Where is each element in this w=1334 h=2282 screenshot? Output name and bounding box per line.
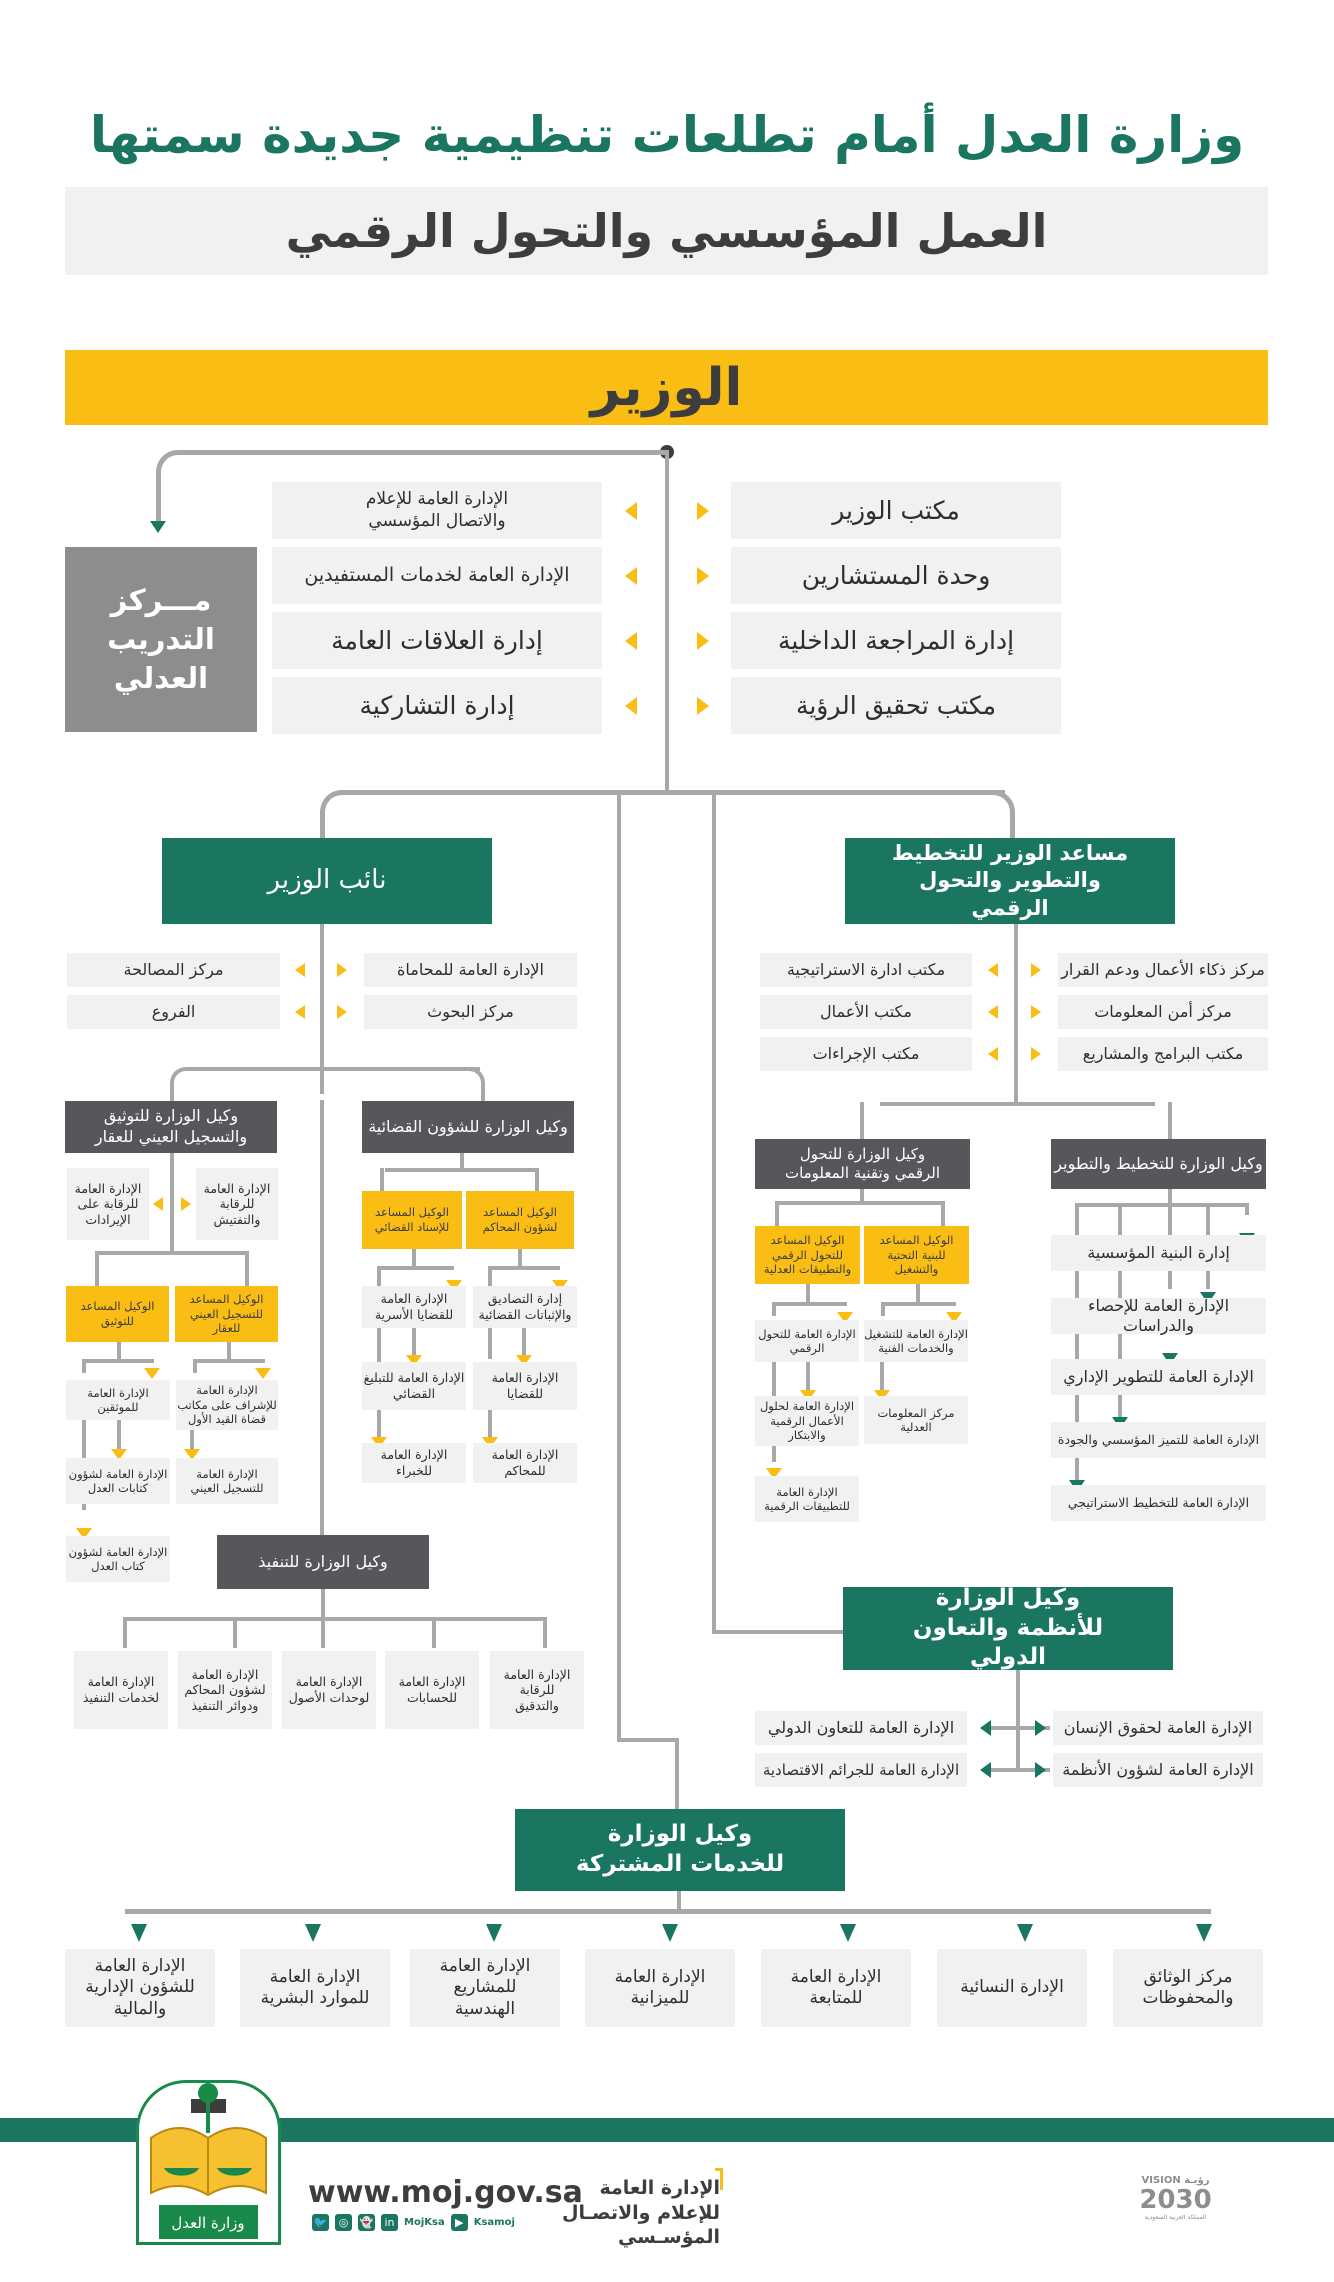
connector [412,1249,416,1267]
minister-unit: إدارة المراجعة الداخلية [731,612,1061,669]
connector [412,1327,416,1355]
connector [617,1738,677,1742]
arrow-right-icon [1031,963,1041,977]
regulations-unit: الإدارة العامة للجرائم الاقتصادية [755,1753,967,1787]
planning-unit: الإدارة العامة للتميز المؤسسي والجودة [1051,1422,1266,1458]
arrow-left-icon [980,1720,991,1736]
assistant-digital-apps-box: الوكيل المساعد للتحول الرقمي والتطبيقات العدلية [755,1226,860,1284]
deputy-unit: مركز المصالحة [67,953,280,987]
assistant-infrastructure-box: الوكيل المساعد للبنية التحتية والتشغيل [864,1226,969,1284]
planning-unit: إدارة البنية المؤسسية [1051,1235,1266,1271]
arrow-right-icon [181,1197,191,1211]
connector [117,1420,121,1452]
shared-services-unit: الإدارة العامة للمشاريع الهندسية [410,1949,560,2027]
enforcement-unit: الإدارة العامة لخدمات التنفيذ [74,1651,168,1729]
minister-box: الوزير [65,350,1268,425]
connector [340,790,1005,795]
arrow-right-icon [1035,1762,1046,1778]
shared-services-box: وكيل الوزارة للخدمات المشتركة [515,1809,845,1891]
digital-unit: مركز المعلومات العدلية [864,1396,968,1444]
connector [860,1102,864,1140]
connector [1016,1670,1020,1770]
connector [665,452,669,790]
judicial-unit: الإدارة العامة للقضايا الأسرية [362,1286,466,1328]
assistant-unit: مركز أمن المعلومات [1058,995,1268,1029]
connector [377,1327,381,1363]
training-center-label: مـــركز التدريب العدلي [107,582,215,696]
notary-unit: الإدارة العامة للإشراف على مكاتب قضاة القيد الأول [176,1380,278,1430]
logo-caption: وزارة العدل [171,2214,245,2232]
enforcement-unit: الإدارة العامة لشؤون المحاكم ودوائر التنفيذ [178,1651,272,1729]
vision-2030-logo [1133,2175,1218,2221]
connector [123,1617,127,1648]
connector [95,1251,245,1255]
page-title: وزارة العدل أمام تطلعات تنظيمية جديدة سمتها [89,106,1245,164]
arrow-down-icon [131,1924,147,1942]
judicial-unit: الإدارة العامة للمحاكم [473,1443,577,1483]
assistant-real-estate-box: الوكيل المساعد للتسجيل العيني للعقار [175,1286,278,1342]
connector [543,1617,547,1648]
connector [180,450,669,455]
arrow-left-icon [980,1762,991,1778]
connector [522,1327,526,1355]
enforcement-unit: الإدارة العامة لوحدات الأصول [282,1651,376,1729]
connector [377,1266,381,1286]
moj-emblem-icon [139,2083,278,2242]
connector [193,1359,265,1363]
connector [881,1302,956,1306]
connector [156,476,161,521]
regulations-unit: الإدارة العامة لحقوق الإنسان [1053,1711,1263,1745]
connector [617,790,621,1740]
assistant-unit: مكتب الإجراءات [760,1037,972,1071]
connector [535,1168,539,1191]
vision-label: VISION رؤيـة [1141,2175,1210,2186]
connector [806,1362,810,1392]
assistant-courts-box: الوكيل المساعد لشؤون المحاكم [466,1191,574,1249]
arrow-left-icon [988,963,998,977]
enforcement-box: وكيل الوزارة للتنفيذ [217,1535,429,1589]
connector [320,815,325,838]
minister-unit: الإدارة العامة للإعلام والاتصال المؤسسي [272,482,602,539]
shared-services-unit: الإدارة العامة للميزانية [585,1949,735,2027]
connector [227,1342,231,1360]
connector [320,1100,324,1535]
notary-unit: الإدارة العامة للتسجيل العيني [176,1458,278,1504]
connector [82,1359,86,1373]
deputy-unit: الإدارة العامة للمحاماة [364,953,577,987]
connector [1010,815,1015,838]
connector [245,1251,249,1286]
arrow-left-icon [988,1005,998,1019]
judicial-unit: الإدارة العامة للخبراء [362,1443,466,1483]
shared-services-unit: الإدارة العامة للشؤون الإدارية والمالية [65,1949,215,2027]
assistant-judicial-support-box: الوكيل المساعد للإسناد القضائي [362,1191,462,1249]
instagram-icon[interactable]: ◎ [335,2214,352,2231]
arrow-left-icon [988,1047,998,1061]
connector [193,1359,197,1373]
connector [432,1617,436,1648]
minister-unit: إدارة التشاركية [272,677,602,734]
notary-box: وكيل الوزارة للتوثيق والتسجيل العيني للعقار [65,1101,277,1153]
arrow-right-icon [1031,1047,1041,1061]
arrow-down-icon [1196,1924,1212,1942]
judicial-unit: الإدارة العامة للتبليغ القضائي [362,1362,466,1410]
digital-unit: الإدارة العامة للتطبيقات الرقمية [755,1476,859,1522]
arrow-right-icon [337,963,347,977]
connector [1168,1102,1172,1140]
social-handle[interactable]: MojKsa [404,2217,445,2228]
assistant-unit: مكتب الأعمال [760,995,972,1029]
connector [712,790,716,1632]
connector [385,1168,535,1172]
connector [82,1359,154,1363]
connector [806,1284,810,1303]
moj-logo [136,2080,281,2245]
arrow-down-icon [305,1924,321,1942]
arrow-down-icon [255,1368,271,1379]
youtube-icon[interactable]: ▶ [451,2214,468,2231]
connector [233,1617,237,1648]
connector [941,1201,945,1226]
judicial-unit: إدارة التصاديق والإثباتات القضائية [473,1286,577,1328]
connector [675,1738,679,1810]
connector [377,1266,454,1270]
notary-unit: الإدارة العامة لشؤون كتابات العدل [66,1458,170,1504]
regulations-unit: الإدارة العامة لشؤون الأنظمة [1053,1753,1263,1787]
connector [677,1891,681,1911]
connector [170,1067,195,1092]
arrow-right-icon [697,697,709,715]
connector [1245,1203,1249,1215]
arrow-right-icon [1031,1005,1041,1019]
shared-services-unit: الإدارة العامة للمتابعة [761,1949,911,2027]
vision-year: 2030 [1139,2185,1212,2215]
enforcement-unit: الإدارة العامة للرقابة والتدقيق [490,1651,584,1729]
shared-services-unit: مركز الوثائق والمحفوظات [1113,1949,1263,2027]
footer-department: الإدارة العامة للإعلام والاتصـال المؤسـسي [562,2177,720,2249]
notary-unit: الإدارة العامة للموثقين [66,1380,170,1420]
connector [880,1362,884,1392]
connector [775,1201,779,1226]
minister-unit: مكتب الوزير [731,482,1061,539]
connector [488,1266,560,1270]
assistant-notary-box: الوكيل المساعد للتوثيق [66,1286,169,1342]
planning-unit: الإدارة العامة للتخطيط الاستراتيجي [1051,1485,1266,1521]
arrow-down-icon [144,1368,160,1379]
digital-box: وكيل الوزارة للتحول الرقمي وتقنية المعلومات [755,1139,970,1189]
training-center-box [65,547,257,732]
vision-subtitle: المملكة العربية السعودية [1144,2214,1207,2221]
arrow-left-icon [295,963,305,977]
linkedin-icon[interactable]: in [381,2214,398,2231]
arrow-right-icon [337,1005,347,1019]
connector [772,1302,776,1316]
social-links [312,2214,515,2231]
arrow-down-icon [662,1924,678,1942]
minister-unit: وحدة المستشارين [731,547,1061,604]
connector [321,1617,325,1648]
planning-unit: الإدارة العامة للإحصاء والدراسات [1051,1298,1266,1334]
connector [190,1067,480,1071]
deputy-unit: الفروع [67,995,280,1029]
enforcement-unit: الإدارة العامة للحسابات [385,1651,479,1729]
shared-services-unit: الإدارة النسائية [937,1949,1087,2027]
website-link[interactable]: www.moj.gov.sa [308,2175,583,2210]
assistant-unit: مركز ذكاء الأعمال ودعم القرار [1058,953,1268,987]
social-handle[interactable]: Ksamoj [473,2217,515,2228]
arrow-left-icon [295,1005,305,1019]
regulations-box: وكيل الوزارة للأنظمة والتعاون الدولي [843,1587,1173,1670]
arrow-right-icon [1035,1720,1046,1736]
arrow-left-icon [625,567,637,585]
arrow-left-icon [625,697,637,715]
digital-unit: الإدارة العامة لحلول الأعمال الرقمية والابتكار [755,1396,859,1446]
arrow-down-icon [150,521,166,533]
minister-unit: الإدارة العامة لخدمات المستفيدين [272,547,602,604]
connector [1014,924,1018,1104]
arrow-left-icon [625,502,637,520]
connector [380,1168,384,1191]
connector [125,1909,1211,1914]
connector [881,1302,885,1316]
planning-box: وكيل الوزارة للتخطيط والتطوير [1051,1139,1266,1189]
digital-unit: الإدارة العامة للتحول الرقمي [755,1320,859,1362]
arrow-down-icon [1017,1924,1033,1942]
twitter-icon[interactable]: 🐦 [313,2216,328,2229]
assistant-unit: مكتب ادارة الاستراتيجية [760,953,972,987]
minister-unit: مكتب تحقيق الرؤية [731,677,1061,734]
page-subtitle: العمل المؤسسي والتحول الرقمي [65,187,1268,275]
connector [170,1153,174,1251]
connector [712,1630,844,1634]
arrow-down-icon [840,1924,856,1942]
regulations-unit: الإدارة العامة للتعاون الدولي [755,1711,967,1745]
shared-services-unit: الإدارة العامة للموارد البشرية [240,1949,390,2027]
minister-unit: إدارة العلاقات العامة [272,612,602,669]
assistant-unit: مكتب البرامج والمشاريع [1058,1037,1268,1071]
arrow-left-icon [153,1197,163,1211]
arrow-right-icon [697,567,709,585]
connector [95,1251,99,1286]
notary-unit: الإدارة العامة لشؤون كتاب العدل [66,1536,170,1582]
connector [518,1249,522,1267]
connector [1077,1203,1247,1207]
planning-unit: الإدارة العامة للتطوير الإداري [1051,1359,1266,1395]
connector [772,1302,847,1306]
deputy-unit: مركز البحوث [364,995,577,1029]
connector [916,1284,920,1303]
judicial-affairs-box: وكيل الوزارة للشؤون القضائية [362,1101,574,1153]
connector [460,1067,485,1092]
connector [775,1201,945,1205]
judicial-unit: الإدارة العامة للقضايا [473,1362,577,1410]
connector [321,1589,325,1619]
arrow-left-icon [625,632,637,650]
connector [880,1102,1155,1106]
arrow-right-icon [697,632,709,650]
connector [117,1342,121,1360]
arrow-right-icon [697,502,709,520]
deputy-minister-box: نائب الوزير [162,838,492,924]
notary-unit: الإدارة العامة للرقابة على الإيرادات [67,1168,149,1240]
connector [125,1617,545,1621]
notary-unit: الإدارة العامة للرقابة والتفتيش [196,1168,278,1240]
digital-unit: الإدارة العامة للتشغيل والخدمات الفنية [864,1320,968,1362]
assistant-minister-box: مساعد الوزير للتخطيط والتطوير والتحول الرقمي [845,838,1175,924]
snapchat-icon[interactable]: 👻 [359,2216,374,2229]
arrow-down-icon [486,1924,502,1942]
